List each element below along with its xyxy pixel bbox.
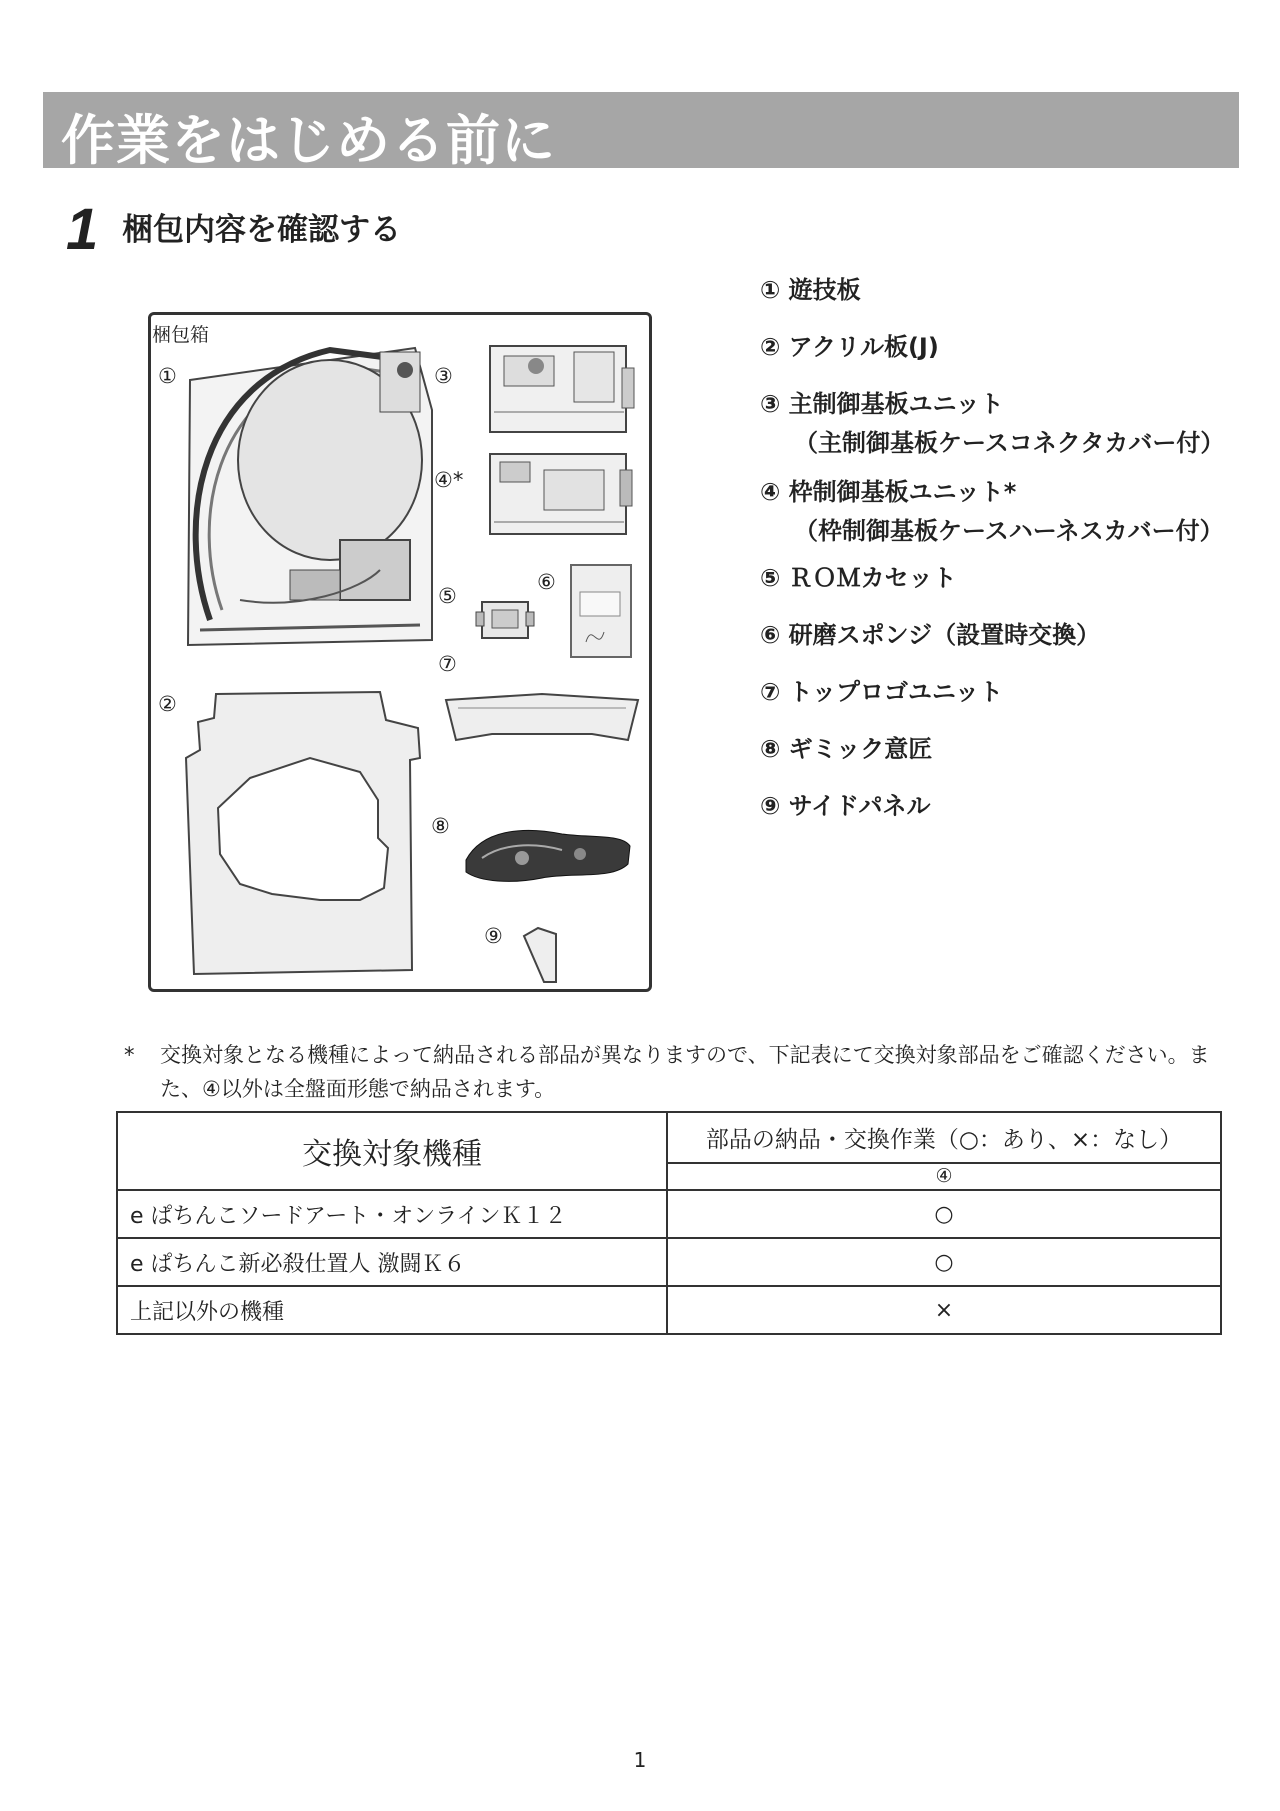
step-title: 梱包内容を確認する: [122, 212, 401, 248]
step-number: 1: [66, 197, 99, 262]
callout-6: ⑥: [537, 570, 556, 594]
callout-3: ③: [434, 364, 453, 388]
rom-cassette-illustration: [474, 598, 536, 642]
part-item: ③ 主制御基板ユニット （主制御基板ケースコネクタカバー付）: [760, 390, 1225, 457]
callout-5: ⑤: [438, 584, 457, 608]
note: [124, 1038, 1234, 1106]
part-item: ④ 枠制御基板ユニット* （枠制御基板ケースハーネスカバー付）: [760, 478, 1224, 545]
part-item: ① 遊技板: [760, 276, 861, 304]
table-cell-model: e ぱちんこ新必殺仕置人 激闘Ｋ６: [117, 1238, 667, 1286]
page-title: 作業をはじめる前に: [61, 109, 556, 172]
replacement-table: [116, 1111, 1222, 1335]
table-row: [117, 1190, 1221, 1238]
part-item: ⑥ 研磨スポンジ（設置時交換）: [760, 621, 1101, 649]
table-cell-model: e ぱちんこソードアート・オンラインＫ１２: [117, 1190, 667, 1238]
table-header-parts: 部品の納品・交換作業（○：あり、×：なし）: [667, 1112, 1221, 1163]
table-cell-model: 上記以外の機種: [117, 1286, 667, 1334]
table-cell-mark: ○: [667, 1190, 1221, 1238]
part-item: ⑨ サイドパネル: [760, 792, 931, 820]
table-row: [117, 1286, 1221, 1334]
acrylic-plate-illustration: [180, 688, 426, 978]
callout-9: ⑨: [484, 924, 503, 948]
polishing-sponge-illustration: [568, 562, 634, 660]
part-item: ⑤ ＲＯＭカセット: [760, 564, 957, 592]
callout-8: ⑧: [431, 814, 450, 838]
part-item: ⑧ ギミック意匠: [760, 735, 933, 763]
page-number: 1: [633, 1748, 647, 1772]
table-row: [117, 1238, 1221, 1286]
gimmick-design-illustration: [462, 820, 634, 890]
callout-1: ①: [158, 364, 177, 388]
table-header-model: 交換対象機種: [117, 1112, 667, 1190]
packing-box-label: 梱包箱: [152, 324, 210, 346]
note-asterisk: *: [124, 1043, 135, 1067]
part-item: ② アクリル板(J): [760, 333, 939, 361]
top-logo-unit-illustration: [442, 690, 642, 748]
callout-2: ②: [158, 692, 177, 716]
note-text: 交換対象となる機種によって納品される部品が異なりますので、下記表にて交換対象部品をご確認ください。また、④以外は全盤面形態で納品されます。: [160, 1043, 1210, 1101]
game-board-illustration: [180, 340, 436, 655]
table-cell-mark: ○: [667, 1238, 1221, 1286]
main-control-board-illustration: [484, 342, 636, 438]
title-bar: [43, 92, 1239, 172]
callout-7: ⑦: [438, 652, 457, 676]
part-item: ⑦ トップロゴユニット: [760, 678, 1003, 706]
callout-4: ④*: [434, 468, 464, 492]
table-cell-mark: ×: [667, 1286, 1221, 1334]
side-panel-illustration: [520, 924, 562, 986]
table-header-sub: ④: [667, 1163, 1221, 1190]
frame-control-board-illustration: [484, 450, 636, 540]
